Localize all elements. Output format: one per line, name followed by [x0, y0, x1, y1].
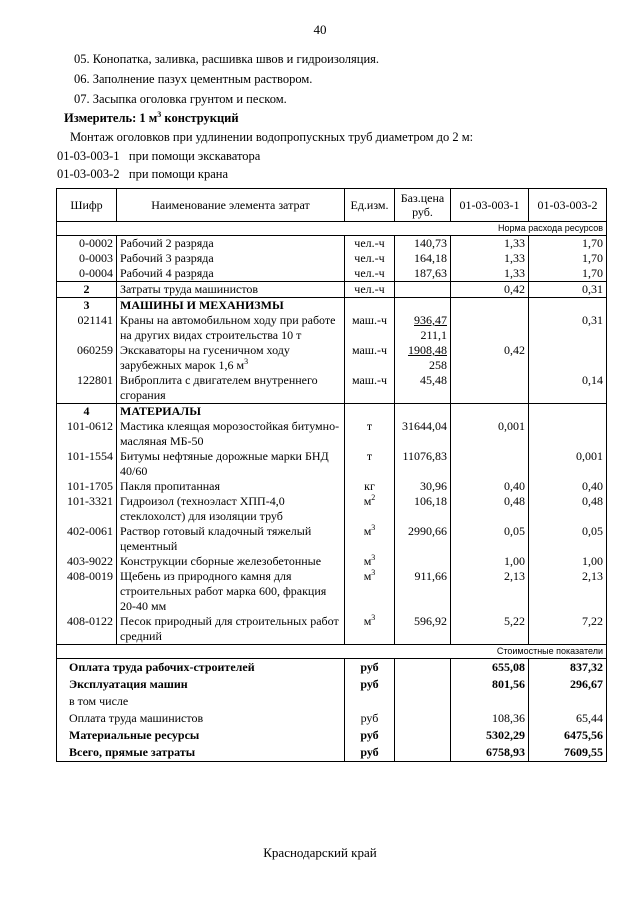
table-row: [57, 524, 607, 554]
row-name: [117, 313, 345, 343]
row-code: 101-0612: [57, 419, 117, 449]
summary-col1: [451, 693, 529, 710]
summary-empty: [395, 676, 451, 693]
row-price-value: 106,18: [414, 494, 447, 508]
row-unit: [345, 614, 395, 645]
table-row: [57, 404, 607, 420]
row-unit-text: чел.-ч: [354, 266, 385, 280]
table-row: [57, 494, 607, 524]
summary-row: [57, 693, 607, 710]
row-name-text: Рабочий 2 разряда: [120, 236, 214, 250]
resource-table: [56, 188, 607, 762]
table-row: [57, 479, 607, 494]
summary-row: [57, 659, 607, 677]
summary-label: Всего, прямые затраты: [57, 744, 345, 762]
row-code: 0-0004: [57, 266, 117, 282]
summary-col2: 296,67: [529, 676, 607, 693]
measure-unit: Измеритель: 1 $м^3$ конструкций: [64, 109, 239, 125]
row-unit: [345, 266, 395, 282]
row-price: [395, 614, 451, 645]
row-price: [395, 524, 451, 554]
header-code: Шифр: [57, 189, 117, 222]
summary-col1: 801,56: [451, 676, 529, 693]
row-price-value: 140,73: [414, 236, 447, 250]
row-unit: [345, 313, 395, 343]
row-price-value: 596,92: [414, 614, 447, 628]
summary-label: Оплата труда машинистов: [57, 710, 345, 727]
region-footer: Краснодарский край: [263, 845, 377, 860]
row-code: 060259: [57, 343, 117, 373]
summary-unit: руб: [345, 744, 395, 762]
row-price: [395, 282, 451, 298]
row-price: [395, 494, 451, 524]
row-value-col1: [451, 373, 529, 404]
row-unit-text: маш.-ч: [351, 313, 388, 327]
summary-row: [57, 744, 607, 762]
variant-2: 01-03-003-2 при помощи крана: [57, 167, 229, 181]
row-name-text: Раствор готовый кладочный тяжелый цементный: [120, 524, 312, 553]
row-value-col2: [529, 298, 607, 314]
row-name: [117, 449, 345, 479]
row-code: 2: [57, 282, 117, 298]
row-name: [117, 524, 345, 554]
table-row: [57, 251, 607, 266]
row-unit-text: чел.-ч: [354, 251, 385, 265]
summary-label: Оплата труда рабочих-строителей: [57, 659, 345, 677]
row-code: 408-0019: [57, 569, 117, 614]
row-value-col1: 5,22: [451, 614, 529, 645]
summary-unit: руб: [345, 659, 395, 677]
row-value-col1: 1,33: [451, 251, 529, 266]
row-unit-text: м: [363, 524, 372, 538]
table-row: [57, 298, 607, 314]
row-value-col1: 0,001: [451, 419, 529, 449]
row-price-value: 936,47: [414, 313, 447, 327]
row-price: [395, 419, 451, 449]
row-price: [395, 404, 451, 420]
row-value-col2: 0,40: [529, 479, 607, 494]
row-code: 101-3321: [57, 494, 117, 524]
summary-unit: руб: [345, 727, 395, 744]
row-name-text: Рабочий 3 разряда: [120, 251, 214, 265]
row-value-col2: 7,22: [529, 614, 607, 645]
row-code: 4: [57, 404, 117, 420]
row-value-col2: 1,70: [529, 236, 607, 252]
row-value-col2: 2,13: [529, 569, 607, 614]
summary-unit: руб: [345, 710, 395, 727]
row-name-text: МАШИНЫ И МЕХАНИЗМЫ: [120, 298, 284, 312]
row-name: [117, 479, 345, 494]
row-name: [117, 282, 345, 298]
row-value-col1: [451, 449, 529, 479]
row-value-col2: 0,48: [529, 494, 607, 524]
row-name: [117, 251, 345, 266]
header-col2: 01-03-003-2: [529, 189, 607, 222]
cost-band-row: [57, 645, 607, 659]
row-value-col2: 0,31: [529, 313, 607, 343]
row-value-col1: [451, 404, 529, 420]
table-row: [57, 343, 607, 373]
summary-empty: [395, 659, 451, 677]
operation-item: 06. Заполнение пазух цементным раствором.: [74, 72, 313, 86]
row-value-col1: 1,00: [451, 554, 529, 569]
row-unit-text: м: [363, 569, 372, 583]
row-price: [395, 298, 451, 314]
row-unit: [345, 554, 395, 569]
table-header-row: [57, 189, 607, 222]
row-name-text: Краны на автомобильном ходу при работе на других видах строительства 10 т: [120, 313, 336, 342]
row-value-col2: 1,70: [529, 251, 607, 266]
row-price: [395, 569, 451, 614]
operation-item: 07. Засыпка оголовка грунтом и песком.: [74, 92, 287, 106]
row-value-col1: 0,42: [451, 343, 529, 373]
row-name-text: Затраты труда машинистов: [120, 282, 259, 296]
row-code: 021141: [57, 313, 117, 343]
row-unit-sup: 3: [371, 553, 376, 562]
row-unit: [345, 236, 395, 252]
row-value-col1: 2,13: [451, 569, 529, 614]
row-unit-text: чел.-ч: [354, 236, 385, 250]
row-unit: [345, 479, 395, 494]
row-name: [117, 404, 345, 420]
row-value-col1: 0,40: [451, 479, 529, 494]
row-value-col2: 0,14: [529, 373, 607, 404]
row-price: [395, 479, 451, 494]
row-value-col1: 1,33: [451, 266, 529, 282]
row-code: 0-0003: [57, 251, 117, 266]
operation-item: 05. Конопатка, заливка, расшивка швов и гидроизоляция.: [74, 52, 380, 66]
row-unit: [345, 404, 395, 420]
row-value-col2: 0,001: [529, 449, 607, 479]
summary-empty: [395, 710, 451, 727]
row-value-col1: 0,05: [451, 524, 529, 554]
row-name: [117, 236, 345, 252]
row-price-value: 2990,66: [408, 524, 447, 538]
header-name: Наименование элемента затрат: [117, 189, 345, 222]
row-unit-sup: 2: [371, 493, 376, 502]
row-unit: [345, 449, 395, 479]
row-name-text: Щебень из природного камня для строительных работ марка 600, фракция 20-40 мм: [120, 569, 327, 613]
row-code: 3: [57, 298, 117, 314]
row-name: [117, 569, 345, 614]
summary-row: [57, 676, 607, 693]
row-value-col1: 0,42: [451, 282, 529, 298]
row-price: [395, 343, 451, 373]
row-name-text: Виброплита с двигателем внутреннего сгорания: [120, 373, 318, 402]
row-code: 403-9022: [57, 554, 117, 569]
table-row: [57, 554, 607, 569]
header-price: Баз.цена руб.: [395, 189, 451, 222]
variant-1: 01-03-003-1 при помощи экскаватора: [57, 149, 261, 163]
row-code: 402-0061: [57, 524, 117, 554]
summary-label: Материальные ресурсы: [57, 727, 345, 744]
row-unit: [345, 524, 395, 554]
row-unit: [345, 298, 395, 314]
row-price-value: 1908,48: [408, 343, 447, 357]
row-unit: [345, 343, 395, 373]
row-name-text: Пакля пропитанная: [120, 479, 221, 493]
row-name-text: Мастика клеящая морозостойкая битумно-масляная МБ-50: [120, 419, 340, 448]
row-price-value: 911,66: [414, 569, 447, 583]
summary-label: в том числе: [57, 693, 345, 710]
row-name: [117, 373, 345, 404]
row-name: [117, 614, 345, 645]
summary-col1: 6758,93: [451, 744, 529, 762]
row-name: [117, 554, 345, 569]
row-name: [117, 343, 345, 373]
table-row: [57, 236, 607, 252]
row-name-sup: 3: [244, 357, 249, 366]
row-value-col1: 1,33: [451, 236, 529, 252]
row-price-value: 45,48: [420, 373, 447, 387]
summary-col1: 108,36: [451, 710, 529, 727]
summary-empty: [395, 693, 451, 710]
row-unit-text: чел.-ч: [354, 282, 385, 296]
row-price-secondary: 258: [429, 358, 447, 372]
row-unit-text: кг: [364, 479, 375, 493]
row-unit-text: маш.-ч: [351, 373, 388, 387]
row-unit: [345, 569, 395, 614]
summary-empty: [395, 744, 451, 762]
row-price-value: 187,63: [414, 266, 447, 280]
row-code: 101-1554: [57, 449, 117, 479]
row-code: 408-0122: [57, 614, 117, 645]
summary-row: [57, 727, 607, 744]
row-unit-sup: 3: [371, 523, 376, 532]
row-value-col2: 0,31: [529, 282, 607, 298]
row-price-value: 11076,83: [402, 449, 447, 463]
summary-col2: [529, 693, 607, 710]
row-price-value: 164,18: [414, 251, 447, 265]
row-code: 0-0002: [57, 236, 117, 252]
row-unit: [345, 251, 395, 266]
row-price-secondary: 211,1: [420, 328, 447, 342]
summary-empty: [395, 727, 451, 744]
row-unit-text: м: [363, 554, 372, 568]
row-name-text: МАТЕРИАЛЫ: [120, 404, 201, 418]
row-price: [395, 251, 451, 266]
row-price: [395, 554, 451, 569]
row-unit-text: т: [366, 419, 373, 433]
row-unit: [345, 419, 395, 449]
row-code: 101-1705: [57, 479, 117, 494]
summary-col1: 655,08: [451, 659, 529, 677]
row-value-col2: [529, 343, 607, 373]
row-price: [395, 373, 451, 404]
row-name-text: Гидроизол (техноэласт ХПП-4,0 стеклохолст) для изоляции труб: [120, 494, 285, 523]
work-description: Монтаж оголовков при удлинении водопропускных труб диаметром до 2 м:: [70, 130, 474, 144]
row-value-col2: 1,00: [529, 554, 607, 569]
summary-col2: 65,44: [529, 710, 607, 727]
row-value-col2: 0,05: [529, 524, 607, 554]
row-name-text: Песок природный для строительных работ средний: [120, 614, 339, 643]
row-value-col1: [451, 313, 529, 343]
row-price: [395, 266, 451, 282]
row-price: [395, 236, 451, 252]
row-unit-text: маш.-ч: [351, 343, 388, 357]
row-unit-text: м: [363, 614, 372, 628]
row-unit-text: т: [366, 449, 373, 463]
row-name: [117, 494, 345, 524]
row-value-col1: 0,48: [451, 494, 529, 524]
row-name-text: Битумы нефтяные дорожные марки БНД 40/60: [120, 449, 329, 478]
table-row: [57, 614, 607, 645]
table-row: [57, 313, 607, 343]
row-code: 122801: [57, 373, 117, 404]
summary-unit: [345, 693, 395, 710]
summary-col2: 837,32: [529, 659, 607, 677]
summary-col1: 5302,29: [451, 727, 529, 744]
row-name-text: Экскаваторы на гусеничном ходу зарубежных марок 1,6 м: [120, 343, 290, 372]
table-row: [57, 266, 607, 282]
row-unit-text: м: [363, 494, 372, 508]
summary-col2: 6475,56: [529, 727, 607, 744]
row-value-col2: [529, 404, 607, 420]
row-unit: [345, 373, 395, 404]
row-price: [395, 313, 451, 343]
summary-col2: 7609,55: [529, 744, 607, 762]
row-name: [117, 298, 345, 314]
cost-band: Стоимостные показатели: [57, 645, 607, 659]
row-price: [395, 449, 451, 479]
row-name-text: Конструкции сборные железобетонные: [120, 554, 322, 568]
row-value-col2: [529, 419, 607, 449]
row-unit-sup: 3: [371, 568, 376, 577]
row-price-value: 30,96: [420, 479, 447, 493]
summary-row: [57, 710, 607, 727]
summary-unit: руб: [345, 676, 395, 693]
table-row: [57, 449, 607, 479]
row-name: [117, 266, 345, 282]
table-row: [57, 419, 607, 449]
header-unit: Ед.изм.: [345, 189, 395, 222]
summary-label: Эксплуатация машин: [57, 676, 345, 693]
table-row: [57, 373, 607, 404]
table-row: [57, 282, 607, 298]
row-unit: [345, 282, 395, 298]
row-unit-sup: 3: [371, 613, 376, 622]
row-value-col2: 1,70: [529, 266, 607, 282]
row-price-value: 31644,04: [402, 419, 447, 433]
norm-band-row: [57, 222, 607, 236]
row-unit: [345, 494, 395, 524]
norm-band: Норма расхода ресурсов: [57, 222, 607, 236]
table-row: [57, 569, 607, 614]
row-name-text: Рабочий 4 разряда: [120, 266, 214, 280]
page-number: 40: [313, 22, 327, 37]
row-name: [117, 419, 345, 449]
row-value-col1: [451, 298, 529, 314]
header-col1: 01-03-003-1: [451, 189, 529, 222]
